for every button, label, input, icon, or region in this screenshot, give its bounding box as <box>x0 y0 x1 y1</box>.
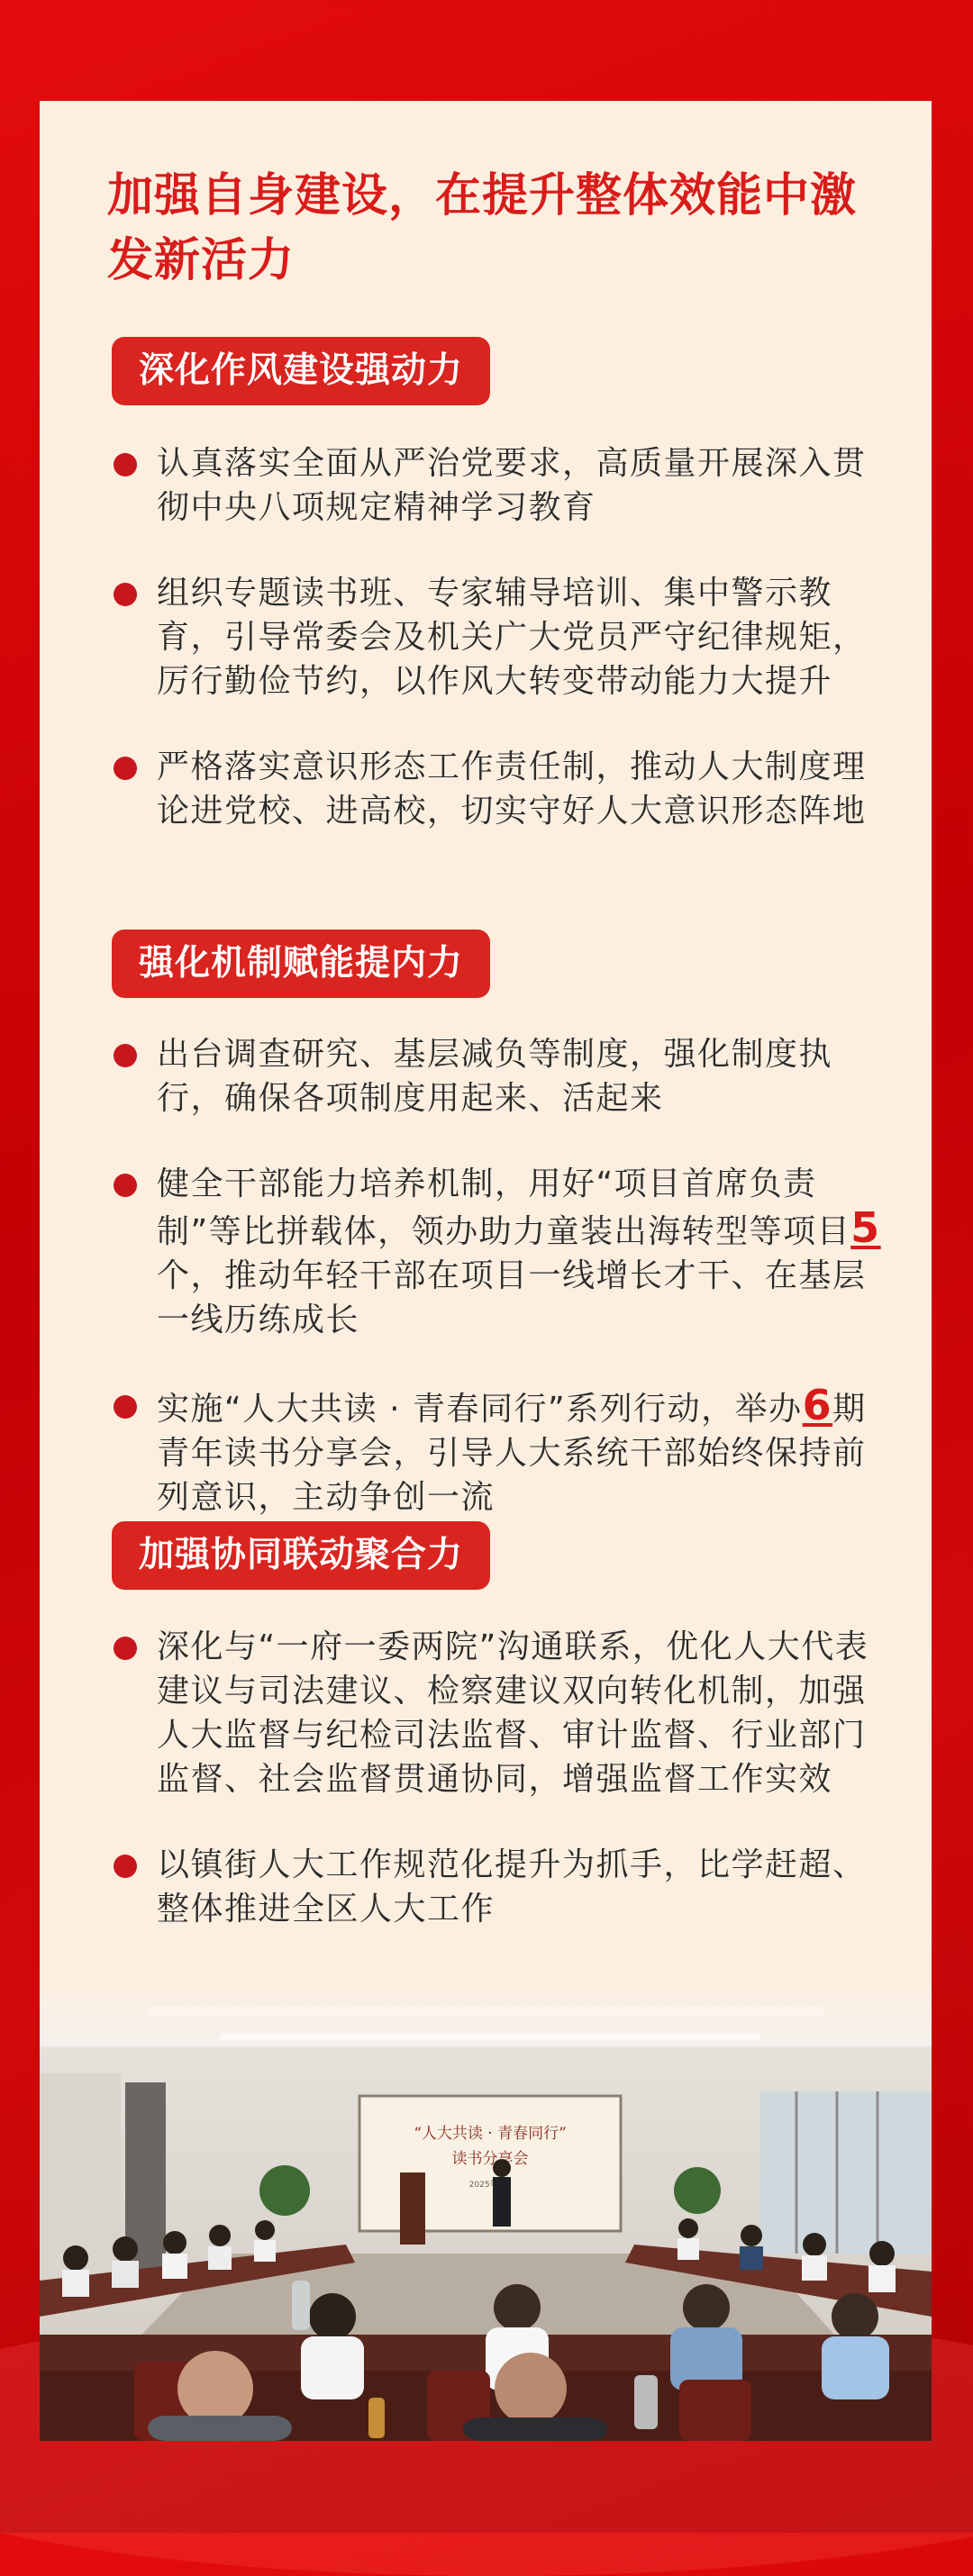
bullet-dot-icon <box>114 583 137 606</box>
section-1-list <box>112 441 896 875</box>
section-heading-3: 加强协同联动聚合力 <box>112 1521 490 1590</box>
highlight-number: 6 <box>802 1381 833 1429</box>
section-3-list <box>112 1625 896 1973</box>
section-2-list <box>112 1032 896 1561</box>
list-item: 以镇街人大工作规范化提升为抓手，比学赶超、整体推进全区人大工作 <box>112 1843 896 1931</box>
bullet-dot-icon <box>114 757 137 780</box>
bullet-dot-icon <box>114 1174 137 1197</box>
section-heading-2: 强化机制赋能提内力 <box>112 930 490 998</box>
list-item: 组织专题读书班、专家辅导培训、集中警示教育，引导常委会及机关广大党员严守纪律规矩，厉行勤俭节约，以作风大转变带动能力大提升 <box>112 571 896 703</box>
list-item: 严格落实意识形态工作责任制，推动人大制度理论进党校、进高校，切实守好人大意识形态阵地 <box>112 745 896 833</box>
bullet-dot-icon <box>114 1044 137 1067</box>
bullet-dot-icon <box>114 453 137 476</box>
section-heading-1: 深化作风建设强动力 <box>112 337 490 405</box>
list-item: 出台调查研究、基层减负等制度，强化制度执行，确保各项制度用起来、活起来 <box>112 1032 896 1120</box>
list-item: 实施“人大共读 · 青春同行”系列行动，举办6期青年读书分享会，引导人大系统干部始终保持前列意识，主动争创一流 <box>112 1383 896 1519</box>
bullet-dot-icon <box>114 1637 137 1660</box>
highlight-number: 5 <box>850 1203 881 1252</box>
list-item: 健全干部能力培养机制，用好“项目首席负责制”等比拼载体，领办助力童装出海转型等项目5个，推动年轻干部在项目一线增长才干、在基层一线历练成长 <box>112 1162 896 1342</box>
list-item: 深化与“一府一委两院”沟通联系，优化人大代表建议与司法建议、检察建议双向转化机制，加强人大监督与纪检司法监督、审计监督、行业部门监督、社会监督贯通协同，增强监督工作实效 <box>112 1625 896 1801</box>
meeting-photo <box>40 1983 932 2441</box>
page-title: 加强自身建设，在提升整体效能中激发新活力 <box>107 169 858 287</box>
bullet-dot-icon <box>114 1395 137 1419</box>
list-item: 认真落实全面从严治党要求，高质量开展深入贯彻中央八项规定精神学习教育 <box>112 441 896 530</box>
bullet-dot-icon <box>114 1855 137 1878</box>
content-panel <box>40 101 932 2441</box>
